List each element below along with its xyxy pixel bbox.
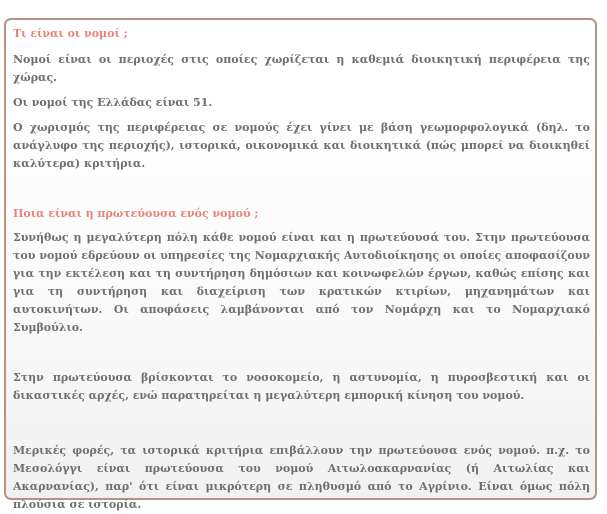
paragraph-spacer bbox=[13, 415, 590, 442]
paragraph-definition: Νομοί είναι οι περιοχές στις οποίες χωρίζεται η καθεμιά διοικητική περιφέρεια της χώρας. bbox=[13, 53, 590, 84]
section-title-capital: Ποια είναι η πρωτεύουσα ενός νομού ; bbox=[13, 207, 259, 220]
paragraph-capital-institutions: Στην πρωτεύουσα βρίσκονται το νοσοκομείο, η αστυνομία, η πυροσβεστική και οι δικαστικές αρχές, ενώ παρατηρείται η μεγαλύτερη εμπορική κίνηση του νομού. bbox=[13, 371, 590, 402]
section-title-what-are-prefectures: Τι είναι οι νομοί ; bbox=[13, 27, 128, 40]
paragraph-capital-services: Συνήθως η μεγαλύτερη πόλη κάθε νομού είναι και η πρωτεύουσά του. Στην πρωτεύουσα του νομού εδρεύουν οι υπηρεσίες της Νομαρχιακής Αυτοδιοίκησης οι οποίες αποφασίζουν για την εκτέλεση και τη συντήρηση δημόσιων και κοινωφελών έργων, καθώς επίσης και για τη συντήρηση και διαχείριση των κρατικών κτιρίων, μηχανημάτων και αυτοκινήτων. Οι αποφάσεις λαμβάνονται από τον Νομάρχη και το Νομαρχιακό Συμβούλιο. bbox=[13, 231, 590, 334]
paragraph-historical-criteria: Μερικές φορές, τα ιστορικά κριτήρια επιβάλλουν την πρωτεύουσα ενός νομού. π.χ. το Μεσολόγγι είναι πρωτεύουσα του νομού Αιτωλοακαρνανίας (ή Αιτωλίας και Ακαρνανίας), παρ' ότι είναι μικρότερη σε πληθυσμό από το Αγρίνιο. Είναι όμως πόλη πλούσια σε ιστορία. bbox=[13, 444, 590, 511]
content-panel bbox=[4, 18, 597, 511]
paragraph-count: Οι νομοί της Ελλάδας είναι 51. bbox=[13, 96, 213, 109]
paragraph-criteria: Ο χωρισμός της περιφέρειας σε νομούς έχει γίνει με βάση γεωμορφολογικά (δηλ. το ανάγλυφο της περιοχής), ιστορικά, οικονομικά και διοικητικά (πώς μπορεί να διοικηθεί καλύτερα) κριτήρια. bbox=[13, 121, 590, 170]
paragraph-spacer bbox=[13, 347, 590, 369]
section-spacer bbox=[13, 183, 590, 205]
